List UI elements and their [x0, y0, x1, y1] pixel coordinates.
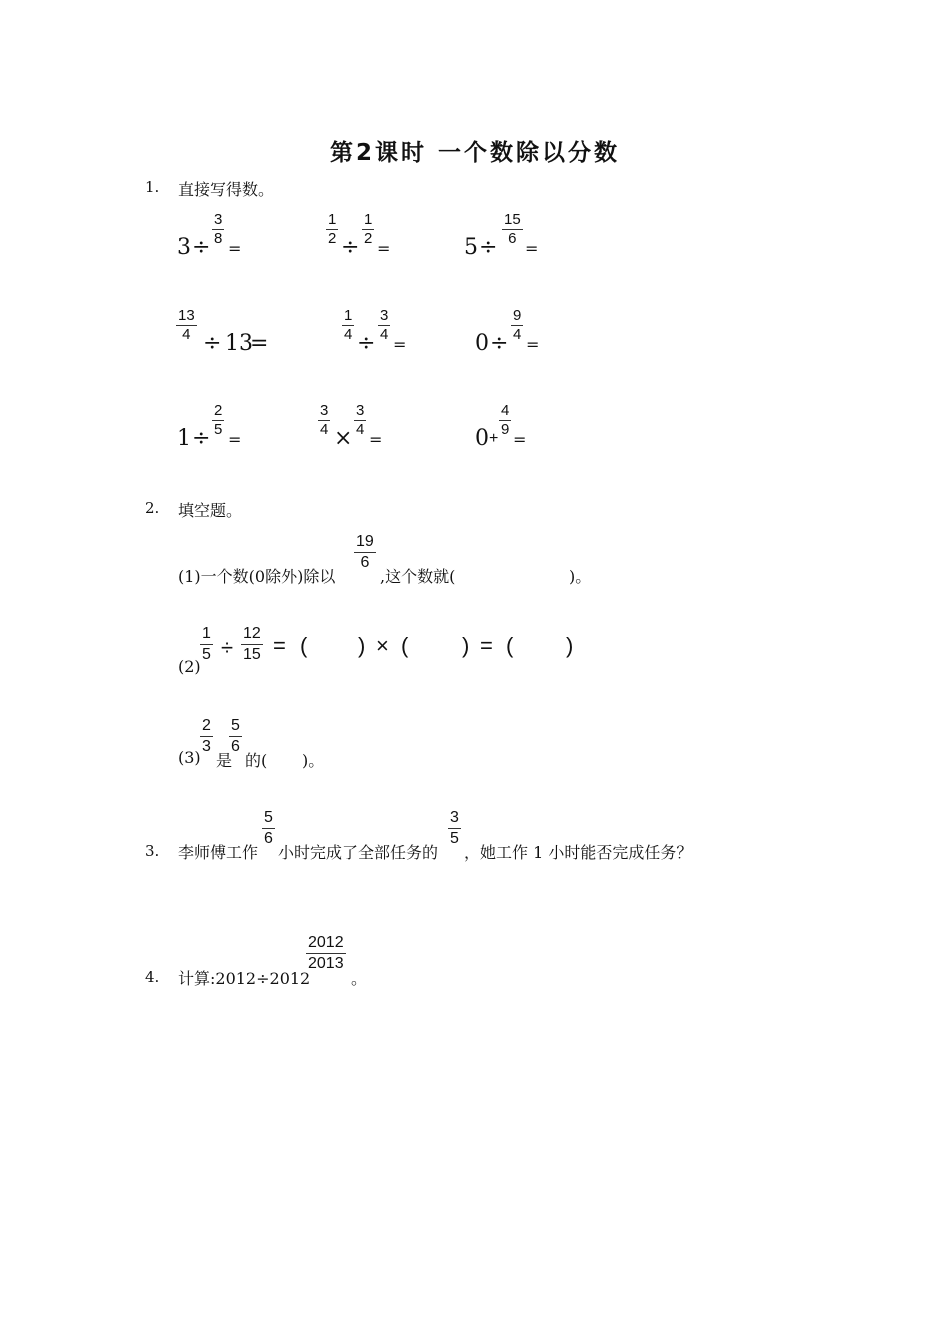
operator: ÷	[479, 235, 498, 260]
equals-sign: =	[273, 633, 286, 658]
bracket-open: (	[401, 633, 409, 658]
part-3-text: 是	[216, 751, 233, 770]
fraction: $\frac{1}{5}$	[202, 625, 211, 663]
fraction: $\frac{19}{6}$	[356, 533, 374, 571]
fraction: $\frac{5}{6}$	[264, 809, 273, 847]
operator: ÷	[341, 235, 360, 260]
operand: 13	[225, 331, 253, 356]
equals-sign: =	[480, 633, 493, 658]
operand: 0	[475, 331, 489, 356]
fraction: $\frac{3}{4}$	[380, 307, 389, 343]
operator: ÷	[192, 426, 211, 451]
question-2-number: 2.	[145, 499, 160, 517]
part-1-text: (1)一个数(0除外)除以	[178, 567, 336, 586]
operator: ÷	[192, 235, 211, 260]
part-2-label: (2)	[178, 657, 201, 676]
operand: 3	[177, 235, 191, 260]
fraction: $\frac{12}{15}$	[243, 625, 261, 663]
question-4-end: 。	[351, 969, 368, 988]
operator: ÷	[221, 635, 234, 660]
question-3-text: 李师傅工作	[178, 843, 259, 862]
fraction: $\frac{4}{9}$	[501, 402, 510, 438]
question-4-text: 计算:2012÷2012	[178, 969, 311, 988]
question-3-text-continued: 小时完成了全部任务的	[278, 843, 439, 862]
operator: ÷	[357, 331, 376, 356]
bracket-close: )	[462, 633, 470, 658]
question-4-number: 4.	[145, 968, 160, 986]
fraction: $\frac{2012}{2013}$	[308, 934, 344, 972]
equals-sign: =	[526, 335, 540, 354]
equals-sign: =	[377, 239, 391, 258]
equals-sign: =	[228, 430, 242, 449]
blank-close: )。	[569, 567, 592, 586]
operand: 5	[464, 235, 478, 260]
part-1-continued: ,这个数就(	[380, 567, 456, 586]
question-3-text-end: ，她工作 1 小时能否完成任务？	[464, 843, 693, 862]
equals-sign: =	[228, 239, 242, 258]
operand: 1	[177, 426, 191, 451]
equals-sign: =	[369, 430, 383, 449]
fraction: $\frac{1}{2}$	[328, 211, 337, 247]
fraction: $\frac{3}{4}$	[356, 402, 365, 438]
fraction: $\frac{15}{6}$	[504, 211, 521, 247]
equals-sign: =	[393, 335, 407, 354]
part-3-label: (3)	[178, 748, 201, 767]
question-1-text: 直接写得数。	[178, 180, 275, 199]
fraction: $\frac{5}{6}$	[231, 717, 240, 755]
fraction: $\frac{3}{8}$	[214, 211, 223, 247]
fraction: $\frac{9}{4}$	[513, 307, 522, 343]
page-title: 第2课时 一个数除以分数	[329, 140, 620, 166]
equals-sign: =	[513, 430, 527, 449]
operator: ÷	[203, 331, 222, 356]
fraction: $\frac{13}{4}$	[178, 307, 195, 343]
bracket-close: )	[566, 633, 574, 658]
bracket-open: (	[506, 633, 514, 658]
blank-close: )。	[302, 751, 325, 770]
question-1-number: 1.	[145, 178, 160, 196]
part-3-continued: 的(	[245, 751, 268, 770]
bracket-close: )	[358, 633, 366, 658]
equals-sign: =	[250, 331, 269, 356]
operator: ×	[334, 426, 353, 451]
fraction: $\frac{2}{5}$	[214, 402, 223, 438]
fraction: $\frac{2}{3}$	[202, 717, 211, 755]
fraction: $\frac{3}{5}$	[450, 809, 459, 847]
fraction: $\frac{1}{2}$	[364, 211, 373, 247]
question-2-text: 填空题。	[178, 501, 243, 520]
question-3-number: 3.	[145, 842, 160, 860]
equals-sign: =	[525, 239, 539, 258]
operator: ÷	[490, 331, 509, 356]
fraction: $\frac{3}{4}$	[320, 402, 329, 438]
bracket-open: (	[300, 633, 308, 658]
multiply-sign: ×	[376, 633, 389, 658]
operand: 0	[475, 426, 489, 451]
fraction: $\frac{1}{4}$	[344, 307, 353, 343]
operator: +	[489, 430, 499, 447]
